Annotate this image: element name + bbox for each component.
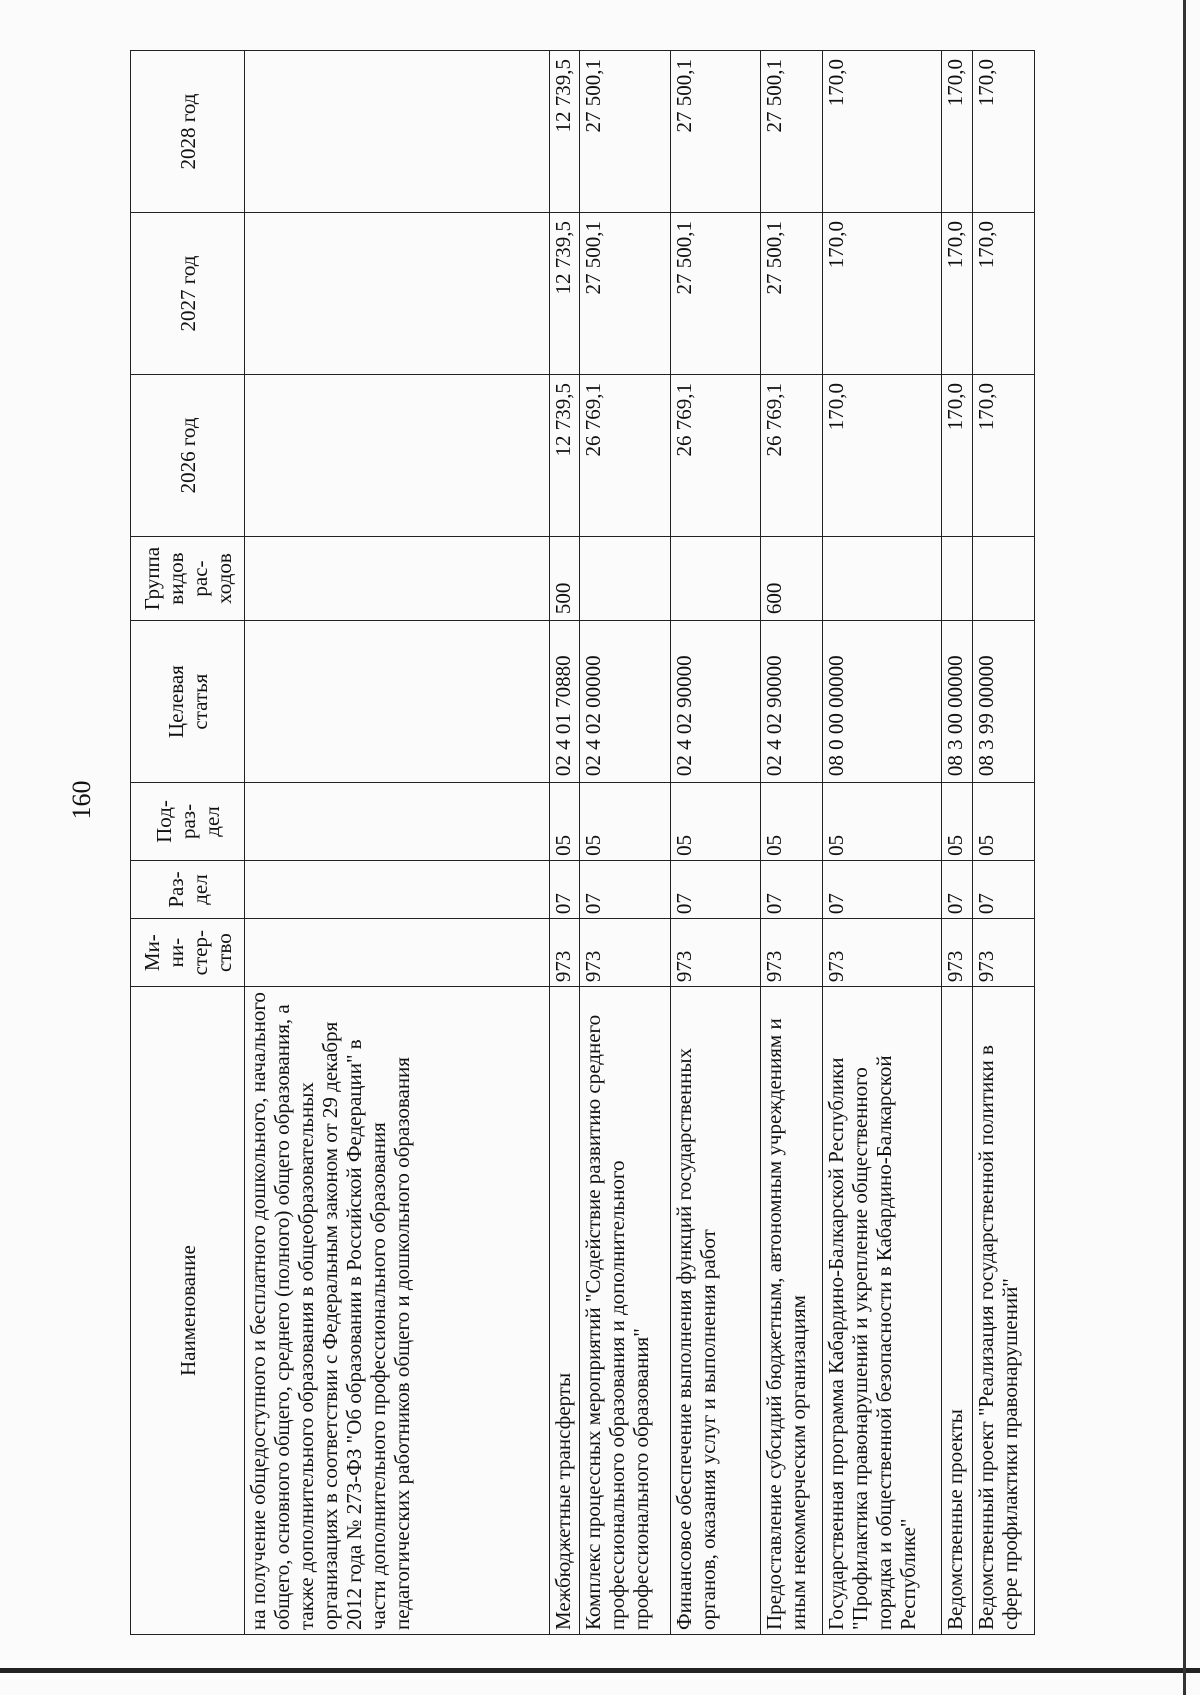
row-target: 02 4 02 00000 — [580, 621, 670, 783]
row-2026: 12 739,5 — [549, 374, 580, 536]
row-group — [580, 536, 670, 620]
row-name: Предоставление субсидий бюджетным, автономным учреждениям и иным некоммерческим организациям — [761, 987, 823, 1635]
rotated-table-container — [130, 50, 1035, 1635]
header-group: Группа видов рас- ходов — [131, 536, 245, 620]
row-target: 02 4 02 90000 — [670, 621, 760, 783]
header-2027: 2027 год — [131, 213, 245, 375]
row-name: Государственная программа Кабардино-Балкарской Республики "Профилактика правонарушений и укрепление общественного порядка и общественной безопасности в Кабардино-Балкарской Республике" — [823, 987, 942, 1635]
row-target: 08 3 99 00000 — [973, 621, 1035, 783]
row-group — [670, 536, 760, 620]
row-section — [245, 860, 550, 918]
row-subsection: 05 — [761, 783, 823, 861]
row-subsection: 05 — [942, 783, 973, 861]
row-2027: 27 500,1 — [580, 213, 670, 375]
row-2028: 170,0 — [823, 51, 942, 213]
row-name: Комплекс процессных мероприятий "Содействие развитию среднего профессионального образования и дополнительного профессионального образования" — [580, 987, 670, 1635]
row-ministry: 973 — [670, 919, 760, 987]
row-group — [973, 536, 1035, 620]
row-section: 07 — [823, 860, 942, 918]
row-2028: 170,0 — [942, 51, 973, 213]
table-row — [245, 51, 550, 1635]
row-2027 — [245, 213, 550, 375]
row-name: Ведомственные проекты — [942, 987, 973, 1635]
row-section: 07 — [942, 860, 973, 918]
row-name: Межбюджетные трансферты — [549, 987, 580, 1635]
table-body — [245, 51, 1035, 1635]
row-name: Финансовое обеспечение выполнения функций государственных органов, оказания услуг и выполнения работ — [670, 987, 760, 1635]
row-ministry: 973 — [580, 919, 670, 987]
row-2026: 26 769,1 — [761, 374, 823, 536]
row-group — [245, 536, 550, 620]
row-ministry: 973 — [761, 919, 823, 987]
table-header — [131, 51, 245, 1635]
row-2027: 27 500,1 — [761, 213, 823, 375]
row-name: Ведомственный проект "Реализация государственной политики в сфере профилактики правонарушений" — [973, 987, 1035, 1635]
table-row — [761, 51, 823, 1635]
row-2028: 27 500,1 — [670, 51, 760, 213]
row-2028 — [245, 51, 550, 213]
row-2027: 27 500,1 — [670, 213, 760, 375]
header-target: Целевая статья — [131, 621, 245, 783]
table-row — [942, 51, 973, 1635]
row-2028: 27 500,1 — [580, 51, 670, 213]
table-row — [549, 51, 580, 1635]
row-ministry: 973 — [942, 919, 973, 987]
row-section: 07 — [761, 860, 823, 918]
row-target: 08 3 00 00000 — [942, 621, 973, 783]
row-ministry: 973 — [973, 919, 1035, 987]
header-ministry: Ми- ни- стер- ство — [131, 919, 245, 987]
row-subsection — [245, 783, 550, 861]
header-2028: 2028 год — [131, 51, 245, 213]
header-subsection: Под- раз- дел — [131, 783, 245, 861]
header-section: Раз- дел — [131, 860, 245, 918]
row-subsection: 05 — [823, 783, 942, 861]
row-2027: 170,0 — [823, 213, 942, 375]
row-2026: 170,0 — [942, 374, 973, 536]
row-section: 07 — [549, 860, 580, 918]
row-group: 500 — [549, 536, 580, 620]
row-2027: 170,0 — [973, 213, 1035, 375]
row-target — [245, 621, 550, 783]
row-2026 — [245, 374, 550, 536]
row-group — [823, 536, 942, 620]
row-target: 02 4 01 70880 — [549, 621, 580, 783]
row-subsection: 05 — [670, 783, 760, 861]
row-2026: 26 769,1 — [670, 374, 760, 536]
table-row — [823, 51, 942, 1635]
row-subsection: 05 — [973, 783, 1035, 861]
row-section: 07 — [580, 860, 670, 918]
row-name: на получение общедоступного и бесплатного дошкольного, начального общего, основного общего, среднего (полного) общего образования, а также дополнительного образования в общеобразовательных организациях в соответствии с Федеральным законом от 29 декабря 2012 года № 273-ФЗ "Об образовании в Российской Федерации" в части дополнительного профессионального образования педагогических работников общего и дошкольного образования — [245, 987, 550, 1635]
scan-edge-right — [1183, 0, 1186, 1695]
page-number: 160 — [67, 780, 96, 820]
row-target: 02 4 02 90000 — [761, 621, 823, 783]
row-2028: 12 739,5 — [549, 51, 580, 213]
table-row — [580, 51, 670, 1635]
row-ministry — [245, 919, 550, 987]
row-section: 07 — [670, 860, 760, 918]
table-row — [973, 51, 1035, 1635]
scan-edge-bottom — [0, 1668, 1200, 1673]
row-ministry: 973 — [823, 919, 942, 987]
row-2026: 26 769,1 — [580, 374, 670, 536]
row-2028: 27 500,1 — [761, 51, 823, 213]
row-2027: 12 739,5 — [549, 213, 580, 375]
row-2028: 170,0 — [973, 51, 1035, 213]
row-2027: 170,0 — [942, 213, 973, 375]
row-ministry: 973 — [549, 919, 580, 987]
row-group — [942, 536, 973, 620]
budget-table — [130, 50, 1035, 1635]
row-2026: 170,0 — [973, 374, 1035, 536]
table-row — [670, 51, 760, 1635]
row-target: 08 0 00 00000 — [823, 621, 942, 783]
header-2026: 2026 год — [131, 374, 245, 536]
row-subsection: 05 — [549, 783, 580, 861]
row-section: 07 — [973, 860, 1035, 918]
header-name: Наименование — [131, 987, 245, 1635]
row-subsection: 05 — [580, 783, 670, 861]
row-group: 600 — [761, 536, 823, 620]
row-2026: 170,0 — [823, 374, 942, 536]
